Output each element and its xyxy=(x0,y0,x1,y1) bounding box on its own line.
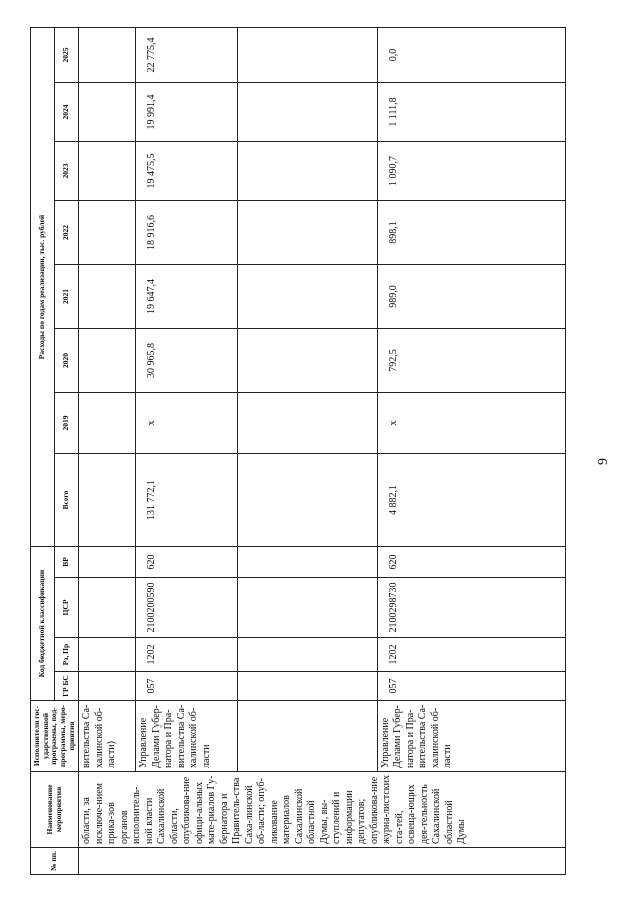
header-year-2023: 2023 xyxy=(55,142,79,201)
value-2020: 792,5 xyxy=(377,329,565,393)
header-year-2022: 2022 xyxy=(55,201,79,265)
value-2025: 22 775,4 xyxy=(136,27,238,82)
rzpr-cell: 1202 xyxy=(377,638,565,672)
value-2024: 19 991,4 xyxy=(136,83,238,142)
csr-cell: 2100200590 xyxy=(136,578,238,638)
value-total: 131 772,1 xyxy=(136,454,238,547)
budget-table xyxy=(30,27,566,875)
header-vr: ВР xyxy=(55,547,79,578)
header-grbs: ГР БС xyxy=(55,672,79,701)
value-2023: 19 475,5 xyxy=(136,142,238,201)
vr-cell: 620 xyxy=(136,547,238,578)
header-rzpr: Рз, Пр xyxy=(55,638,79,672)
header-no: № пп. xyxy=(31,848,79,875)
header-year-2025: 2025 xyxy=(55,27,79,82)
header-csr: ЦСР xyxy=(55,578,79,638)
rzpr-cell: 1202 xyxy=(136,638,238,672)
grbs-cell: 057 xyxy=(377,672,565,701)
header-name: Наименование мероприятия xyxy=(31,772,79,848)
value-2021: 989,0 xyxy=(377,265,565,329)
value-2025: 0,0 xyxy=(377,27,565,82)
table-row xyxy=(79,27,136,874)
table-row xyxy=(377,27,565,874)
value-2024: 1 111,8 xyxy=(377,83,565,142)
csr-cell: 2100298730 xyxy=(377,578,565,638)
value-2019: х xyxy=(136,393,238,454)
row-number xyxy=(79,848,566,875)
value-2022: 18 916,6 xyxy=(136,201,238,265)
vr-cell: 620 xyxy=(377,547,565,578)
header-year-2019: 2019 xyxy=(55,393,79,454)
value-2021: 19 647,4 xyxy=(136,265,238,329)
value-2020: 30 965,8 xyxy=(136,329,238,393)
header-executor: Исполнители гос-ударственной программы, под-программы, меро-приятия xyxy=(31,701,79,772)
header-year-total: Всего xyxy=(55,454,79,547)
header-expenses-group: Расходы по годам реализации, тыс. рублей xyxy=(31,27,55,546)
grbs-cell: 057 xyxy=(136,672,238,701)
table-row xyxy=(136,27,238,874)
value-2019: х xyxy=(377,393,565,454)
page-number: 9 xyxy=(596,458,611,465)
table-row xyxy=(237,27,377,874)
header-year-2020: 2020 xyxy=(55,329,79,393)
header-year-2021: 2021 xyxy=(55,265,79,329)
header-year-2024: 2024 xyxy=(55,83,79,142)
measure-name: области, за исключе-нием прика-зов органов исполнитель-ной власти Сахалинской области, опубликова-ние офици-альных мате-риалов Гу-бернатора и Правитель-ства Саха-линской об-ласти; опуб-ликование материалов Сахалинской областной Думы, вы-ступлений и информации депутатов; опубликова-ние журна-листских ста-тей, освеща-ющих дея-тельность Сахалинской областной Думы xyxy=(79,772,566,848)
executor-cell: Управление Делами Губер-натора и Пра-вительства Са-халинской об-ласти xyxy=(377,701,565,772)
value-total: 4 882,1 xyxy=(377,454,565,547)
value-2023: 1 090,7 xyxy=(377,142,565,201)
value-2022: 898,1 xyxy=(377,201,565,265)
executor-cell: вительства Са-халинской об-ласти) xyxy=(79,701,136,772)
executor-cell: Управление Делами Губер-натора и Пра-вительства Са-халинской об-ласти xyxy=(136,701,238,772)
header-code-group: Код бюджетной классификации xyxy=(31,547,55,701)
